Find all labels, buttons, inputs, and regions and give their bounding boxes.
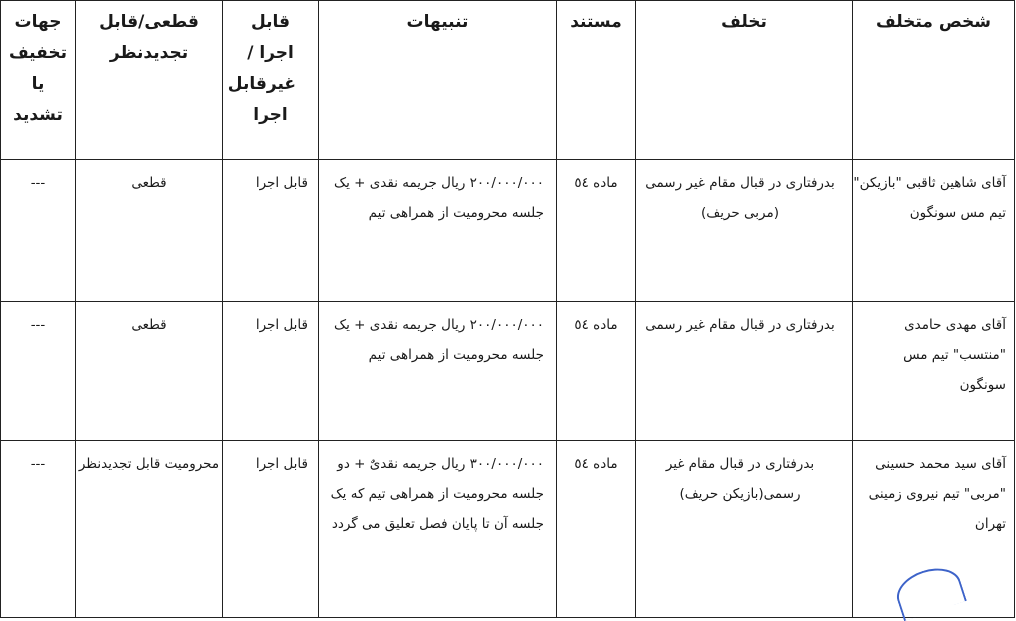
cell-person: آقای سید محمد حسینی "مربی" تیم نیروی زمینی تهران <box>853 441 1015 618</box>
cell-executable: قابل اجرا <box>223 302 319 441</box>
cell-executable: قابل اجرا <box>223 441 319 618</box>
cell-document: ماده ٥٤ <box>557 441 636 618</box>
cell-document: ماده ٥٤ <box>557 302 636 441</box>
cell-mitigation: --- <box>1 302 76 441</box>
table-row <box>1 302 1015 441</box>
cell-final: قطعی <box>76 302 223 441</box>
cell-mitigation: --- <box>1 160 76 302</box>
cell-person: آقای شاهین ثاقبی "بازیکن" تیم مس سونگون <box>853 160 1015 302</box>
header-final: قطعی/قابل تجدیدنظر <box>76 1 223 160</box>
cell-executable: قابل اجرا <box>223 160 319 302</box>
header-document: مستند <box>557 1 636 160</box>
cell-final: محرومیت قابل تجدیدنظر <box>76 441 223 618</box>
cell-final: قطعی <box>76 160 223 302</box>
cell-violation: بدرفتاری در قبال مقام غیر رسمی(بازیکن حریف) <box>636 441 853 618</box>
table-row <box>1 160 1015 302</box>
cell-violation: بدرفتاری در قبال مقام غیر رسمی (مربی حریف) <box>636 160 853 302</box>
table-row <box>1 441 1015 618</box>
cell-document: ماده ٥٤ <box>557 160 636 302</box>
cell-violation: بدرفتاری در قبال مقام غیر رسمی <box>636 302 853 441</box>
header-person: شخص متخلف <box>853 1 1015 160</box>
header-mitigation: جهات تخفیف یا تشدید <box>1 1 76 160</box>
cell-person: آقای مهدی حامدی "منتسب" تیم مس سونگون <box>853 302 1015 441</box>
cell-penalties: ۲۰۰/۰۰۰/۰۰۰ ریال جریمه نقدی + یک جلسه محرومیت از همراهی تیم <box>319 160 557 302</box>
cell-penalties: ۲۰۰/۰۰۰/۰۰۰ ریال جریمه نقدی + یک جلسه محرومیت از همراهی تیم <box>319 302 557 441</box>
header-executable: قابل اجرا /غیرقابل اجرا <box>223 1 319 160</box>
cell-mitigation: --- <box>1 441 76 618</box>
cell-penalties: ۳۰۰/۰۰۰/۰۰۰ ریال جریمه نقدیٌ + دو جلسه محرومیت از همراهی تیم که یک جلسه آن تا پایان فصل تعلیق می گردد <box>319 441 557 618</box>
header-row <box>1 1 1015 160</box>
header-penalties: تنبیهات <box>319 1 557 160</box>
header-violation: تخلف <box>636 1 853 160</box>
